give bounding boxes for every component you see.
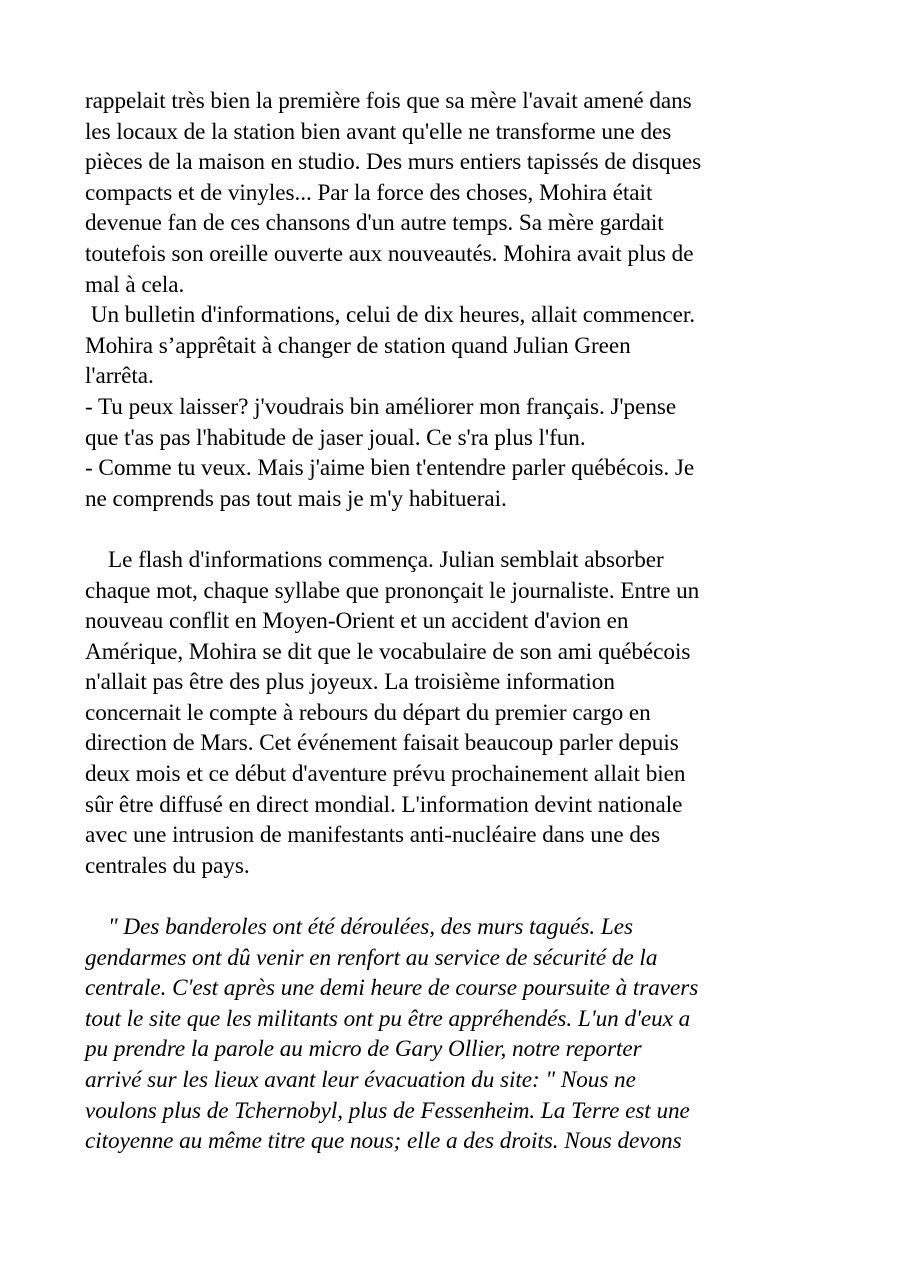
text-line: devenue fan de ces chansons d'un autre temps. Sa mère gardait [85, 210, 664, 237]
text-line: chaque mot, chaque syllabe que prononçait le journaliste. Entre un [85, 577, 700, 604]
text-column [85, 86, 825, 1157]
text-line: deux mois et ce début d'aventure prévu prochainement allait bien [85, 761, 686, 788]
text-line: arrivé sur les lieux avant leur évacuation du site: " Nous ne [85, 1067, 636, 1093]
text-line: avec une intrusion de manifestants anti-nucléaire dans une des [85, 822, 661, 849]
text-line: Mohira s’apprêtait à changer de station quand Julian Green [85, 332, 631, 359]
paragraph-spacer [85, 881, 825, 912]
text-line: concernait le compte à rebours du départ du premier cargo en [85, 699, 651, 726]
paragraph-3 [85, 545, 825, 882]
text-line: direction de Mars. Cet événement faisait beaucoup parler depuis [85, 730, 679, 757]
text-line: compacts et de vinyles... Par la force des choses, Mohira était [85, 179, 653, 206]
text-line: - Tu peux laisser? j'voudrais bin améliorer mon français. J'pense [85, 393, 677, 420]
paragraph-2 [85, 300, 825, 514]
text-line: l'arrêta. [85, 363, 154, 390]
text-line: pièces de la maison en studio. Des murs entiers tapissés de disques [85, 149, 702, 176]
text-line: mal à cela. [85, 271, 185, 298]
paragraph-4-quote [85, 912, 825, 1157]
text-line: centrale. C'est après une demi heure de course poursuite à travers [85, 975, 699, 1002]
paragraph-1 [85, 86, 825, 300]
text-line: rappelait très bien la première fois que sa mère l'avait amené dans [85, 88, 692, 114]
text-line: Un bulletin d'informations, celui de dix heures, allait commencer. [85, 302, 695, 329]
text-line: gendarmes ont dû venir en renfort au service de sécurité de la [85, 944, 658, 971]
text-line: pu prendre la parole au micro de Gary Ollier, notre reporter [85, 1036, 642, 1063]
text-line: Le flash d'informations commença. Julian semblait absorber [85, 546, 664, 573]
text-line: toutefois son oreille ouverte aux nouveautés. Mohira avait plus de [85, 240, 694, 267]
text-line: les locaux de la station bien avant qu'elle ne transforme une des [85, 118, 672, 145]
text-line: centrales du pays. [85, 852, 250, 879]
text-line: citoyenne au même titre que nous; elle a des droits. Nous devons [85, 1128, 682, 1155]
text-line: n'allait pas être des plus joyeux. La troisième information [85, 669, 615, 696]
text-line: Amérique, Mohira se dit que le vocabulaire de son ami québécois [85, 638, 691, 665]
text-line: que t'as pas l'habitude de jaser joual. Ce s'ra plus l'fun. [85, 424, 586, 451]
text-line: nouveau conflit en Moyen-Orient et un accident d'avion en [85, 608, 629, 635]
text-line: " Des banderoles ont été déroulées, des murs tagués. Les [85, 914, 633, 941]
text-line: sûr être diffusé en direct mondial. L'information devint nationale [85, 791, 683, 818]
text-line: - Comme tu veux. Mais j'aime bien t'entendre parler québécois. Je [85, 455, 695, 482]
paragraph-spacer [85, 514, 825, 545]
text-line: ne comprends pas tout mais je m'y habituerai. [85, 485, 507, 512]
text-line: voulons plus de Tchernobyl, plus de Fessenheim. La Terre est une [85, 1097, 690, 1124]
text-line: tout le site que les militants ont pu être appréhendés. L'un d'eux a [85, 1005, 691, 1032]
